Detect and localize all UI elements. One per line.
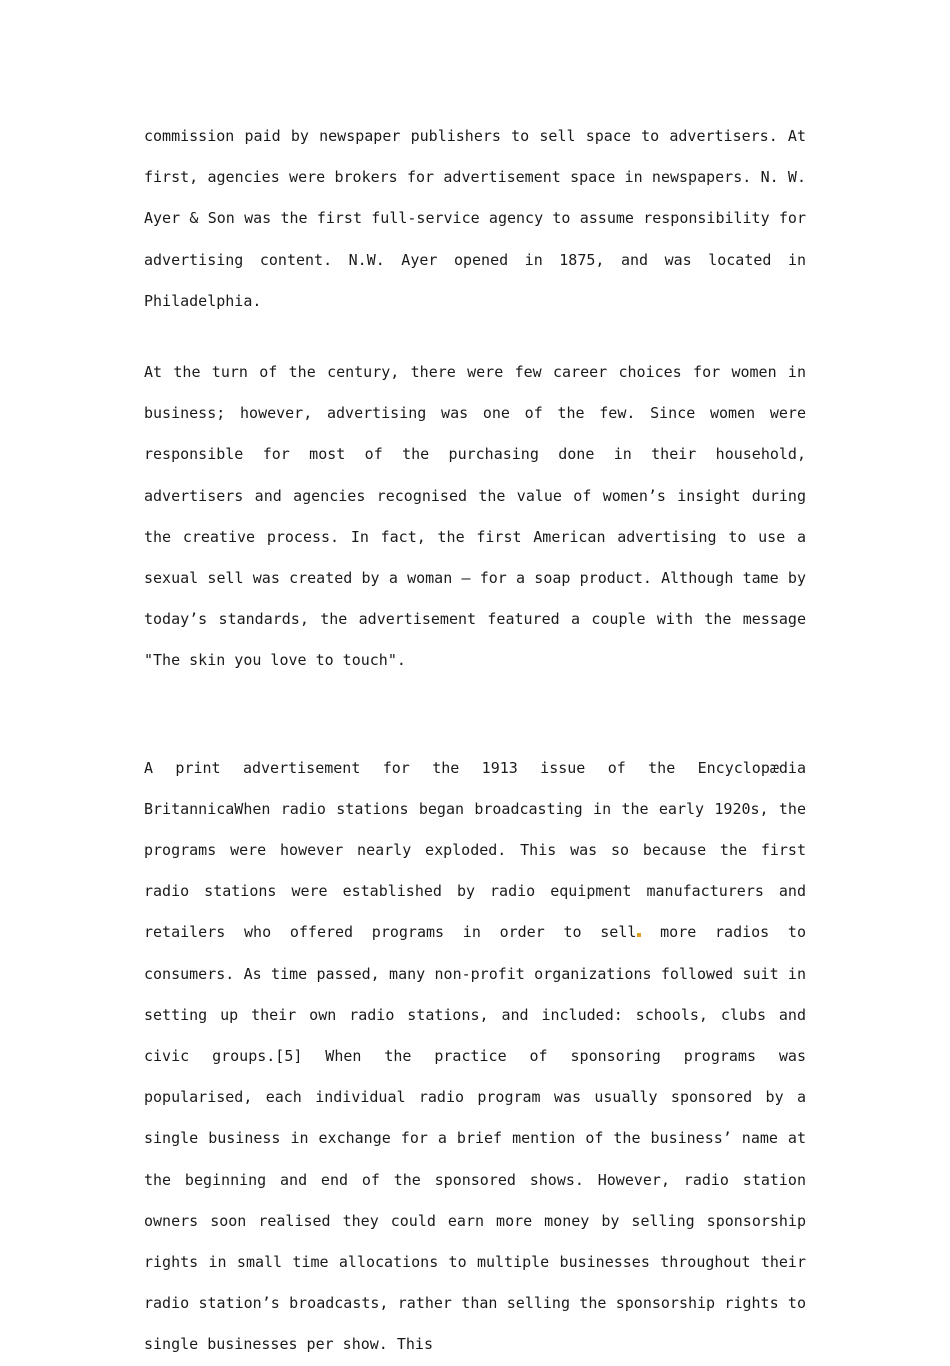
paragraph-women-in-advertising: At the turn of the century, there were few career choices for women in business; however, advertising was one of the few. Since women were responsible for most of the purchasing done in their household, advertisers and agencies recognised the value of women’s insight during the creative process. In fact, the first American advertising to use a sexual sell was created by a woman – for a soap product. Although tame by today’s standards, the advertisement featured a couple with the message "The skin you love to touch". [144, 363, 806, 670]
paragraph-advertising-agencies: commission paid by newspaper publishers to sell space to advertisers. At first, agencies were brokers for advertisement space in newspapers. N. W. Ayer & Son was the first full-service agency to assume responsibility for advertising content. N.W. Ayer opened in 1875, and was located in Philadelphia. [144, 127, 806, 310]
paragraph-radio-advertising [144, 748, 806, 1366]
paragraph-radio-text-start: A print advertisement for the 1913 issue of the Encyclopædia BritannicaWhen radio stations began broadcasting in the early 1920s, the programs were however nearly exploded. This was so because the first radio stations were established by radio equipment manufacturers and retailers who offered programs in order to sell [144, 758, 806, 942]
document-body [144, 116, 806, 1366]
paragraph-radio-text-end: more radios to consumers. As time passed, many non-profit organizations followed suit in setting up their own radio stations, and included: schools, clubs and civic groups.[5] When the practice of sponsoring programs was popularised, each individual radio program was usually sponsored by a single business in exchange for a brief mention of the business’ name at the beginning and end of the sponsored shows. However, radio station owners soon realised they could earn more money by selling sponsorship rights in small time allocations to multiple businesses throughout their radio station’s broadcasts, rather than selling the sponsorship rights to single businesses per show. This [144, 923, 806, 1354]
